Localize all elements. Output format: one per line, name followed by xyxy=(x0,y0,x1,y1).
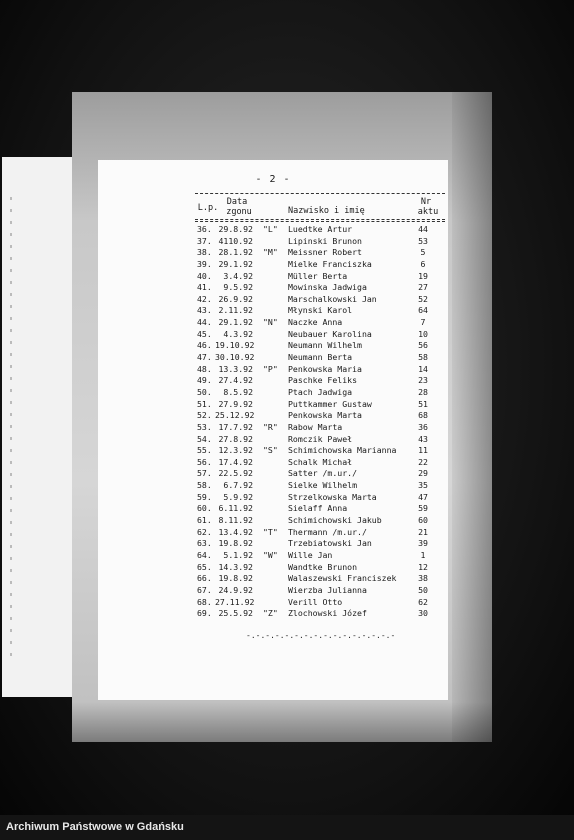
row-number: 47. xyxy=(197,352,212,363)
row-number: 44. xyxy=(197,317,212,328)
death-date: 19.8.92 xyxy=(218,573,253,584)
table-row xyxy=(195,259,447,271)
row-number: 42. xyxy=(197,293,212,304)
death-date: 12.3.92 xyxy=(218,445,253,456)
person-name: Mielke Franciszka xyxy=(288,258,372,269)
table-row xyxy=(195,480,447,492)
person-name: Wille Jan xyxy=(288,549,333,560)
table-row xyxy=(195,294,447,306)
record-number: 22 xyxy=(418,456,428,467)
row-number: 53. xyxy=(197,421,212,432)
page-number: - 2 - xyxy=(255,174,291,185)
table-row xyxy=(195,329,447,341)
person-name: Wierzba Julianna xyxy=(288,584,367,595)
person-name: Schimichowska Marianna xyxy=(288,445,397,456)
person-name: Penkowska Maria xyxy=(288,363,362,374)
person-name: Thermann /m.ur./ xyxy=(288,526,367,537)
record-number: 12 xyxy=(418,561,428,572)
table-row xyxy=(195,503,447,515)
row-number: 52. xyxy=(197,410,212,421)
row-number: 40. xyxy=(197,270,212,281)
header-bottom-rule xyxy=(195,219,445,220)
person-name: Penkowska Marta xyxy=(288,410,362,421)
row-number: 45. xyxy=(197,328,212,339)
death-date: 14.3.92 xyxy=(218,561,253,572)
person-name: Luedtke Artur xyxy=(288,224,353,234)
alphabet-letter: "L" xyxy=(263,224,278,234)
row-number: 61. xyxy=(197,515,212,526)
record-number: 10 xyxy=(418,328,428,339)
row-number: 56. xyxy=(197,456,212,467)
death-date: 4110.92 xyxy=(218,235,253,246)
person-name: Schalk Michał xyxy=(288,456,353,467)
person-name: Mowinska Jadwiga xyxy=(288,282,367,293)
death-date: 9.5.92 xyxy=(223,282,253,293)
person-name: Lipinski Brunon xyxy=(288,235,362,246)
table-row xyxy=(195,422,447,434)
death-date: 19.10.92 xyxy=(215,340,255,351)
row-number: 43. xyxy=(197,305,212,316)
row-number: 48. xyxy=(197,363,212,374)
table-row xyxy=(195,271,447,283)
person-name: Neumann Berta xyxy=(288,352,353,363)
person-name: Satter /m.ur./ xyxy=(288,468,358,479)
row-number: 49. xyxy=(197,375,212,386)
record-number: 51 xyxy=(418,398,428,409)
row-number: 39. xyxy=(197,258,212,269)
death-date: 5.1.92 xyxy=(223,549,253,560)
table-row xyxy=(195,364,447,376)
table-row xyxy=(195,573,447,585)
person-name: Zlochowski Józef xyxy=(288,608,367,619)
record-number: 64 xyxy=(418,305,428,316)
death-date: 25.12.92 xyxy=(215,410,255,421)
record-number: 19 xyxy=(418,270,428,281)
death-date: 27.9.92 xyxy=(218,398,253,409)
person-name: Verill Otto xyxy=(288,596,343,607)
death-date: 3.4.92 xyxy=(223,270,253,281)
person-name: Romczik Paweł xyxy=(288,433,353,444)
person-name: Müller Berta xyxy=(288,270,348,281)
person-name: Neumann Wilhelm xyxy=(288,340,362,351)
table-row xyxy=(195,550,447,562)
person-name: Marschalkowski Jan xyxy=(288,293,377,304)
person-name: Wandtke Brunon xyxy=(288,561,358,572)
row-number: 66. xyxy=(197,573,212,584)
person-name: Sielke Wilhelm xyxy=(288,480,358,491)
table-row xyxy=(195,597,447,609)
header-date-line1: Data xyxy=(226,197,248,207)
record-number: 1 xyxy=(420,549,426,560)
person-name: Naczke Anna xyxy=(288,317,343,328)
table-row xyxy=(195,434,447,446)
death-date: 24.9.92 xyxy=(218,584,253,595)
row-number: 36. xyxy=(197,224,212,234)
row-number: 68. xyxy=(197,596,212,607)
person-name: Schimichowski Jakub xyxy=(288,515,382,526)
record-number: 30 xyxy=(418,608,428,619)
row-number: 37. xyxy=(197,235,212,246)
death-date: 25.5.92 xyxy=(218,608,253,619)
record-number: 53 xyxy=(418,235,428,246)
death-date: 29.1.92 xyxy=(218,258,253,269)
person-name: Rabow Marta xyxy=(288,421,343,432)
archive-credit: Archiwum Państwowe w Gdańsku xyxy=(6,821,184,833)
record-number: 58 xyxy=(418,352,428,363)
record-number: 21 xyxy=(418,526,428,537)
table-row xyxy=(195,305,447,317)
table-row xyxy=(195,538,447,550)
death-date: 29.8.92 xyxy=(218,224,253,234)
death-date: 17.7.92 xyxy=(218,421,253,432)
row-number: 46. xyxy=(197,340,212,351)
death-date: 2.11.92 xyxy=(218,305,253,316)
death-date: 27.4.92 xyxy=(218,375,253,386)
death-date: 22.5.92 xyxy=(218,468,253,479)
death-date: 5.9.92 xyxy=(223,491,253,502)
death-date: 29.1.92 xyxy=(218,317,253,328)
person-name: Sielaff Anna xyxy=(288,503,348,514)
row-number: 54. xyxy=(197,433,212,444)
death-date: 6.7.92 xyxy=(223,480,253,491)
alphabet-letter: "Z" xyxy=(263,608,278,619)
record-number: 11 xyxy=(418,445,428,456)
record-number: 44 xyxy=(418,224,428,234)
table-row xyxy=(195,515,447,527)
record-number: 7 xyxy=(420,317,426,328)
death-date: 13.4.92 xyxy=(218,526,253,537)
end-marker: -.-.-.-.-.-.-.-.-.-.-.-.-.-.-.- xyxy=(246,631,396,640)
record-number: 28 xyxy=(418,386,428,397)
death-date: 30.10.92 xyxy=(215,352,255,363)
row-number: 51. xyxy=(197,398,212,409)
record-number: 47 xyxy=(418,491,428,502)
death-date: 17.4.92 xyxy=(218,456,253,467)
record-number: 27 xyxy=(418,282,428,293)
death-date: 27.8.92 xyxy=(218,433,253,444)
record-number: 14 xyxy=(418,363,428,374)
death-date: 8.11.92 xyxy=(218,515,253,526)
table-row xyxy=(195,247,447,259)
header-nr-line1: Nr xyxy=(420,197,432,207)
table-row xyxy=(195,236,447,248)
table-row xyxy=(195,352,447,364)
table-row xyxy=(195,282,447,294)
record-number: 62 xyxy=(418,596,428,607)
record-number: 23 xyxy=(418,375,428,386)
record-number: 56 xyxy=(418,340,428,351)
row-number: 62. xyxy=(197,526,212,537)
row-number: 38. xyxy=(197,247,212,258)
person-name: Puttkammer Gustaw xyxy=(288,398,372,409)
table-row xyxy=(195,457,447,469)
death-date: 28.1.92 xyxy=(218,247,253,258)
person-name: Meissner Robert xyxy=(288,247,362,258)
register-table xyxy=(195,224,447,620)
row-number: 65. xyxy=(197,561,212,572)
row-number: 60. xyxy=(197,503,212,514)
row-number: 69. xyxy=(197,608,212,619)
alphabet-letter: "M" xyxy=(263,247,278,258)
row-number: 55. xyxy=(197,445,212,456)
record-number: 52 xyxy=(418,293,428,304)
sheet-shadow-bottom xyxy=(72,702,492,742)
row-number: 57. xyxy=(197,468,212,479)
person-name: Neubauer Karolina xyxy=(288,328,372,339)
row-number: 64. xyxy=(197,549,212,560)
record-number: 38 xyxy=(418,573,428,584)
record-number: 43 xyxy=(418,433,428,444)
alphabet-letter: "R" xyxy=(263,421,278,432)
table-row xyxy=(195,608,447,620)
alphabet-letter: "P" xyxy=(263,363,278,374)
left-page-marks xyxy=(10,197,12,657)
person-name: Trzebiatowski Jan xyxy=(288,538,372,549)
death-date: 13.3.92 xyxy=(218,363,253,374)
record-number: 35 xyxy=(418,480,428,491)
record-number: 68 xyxy=(418,410,428,421)
footer-bar xyxy=(0,815,574,840)
table-row xyxy=(195,375,447,387)
person-name: Ptach Jadwiga xyxy=(288,386,353,397)
row-number: 59. xyxy=(197,491,212,502)
death-date: 19.8.92 xyxy=(218,538,253,549)
person-name: Paschke Feliks xyxy=(288,375,358,386)
header-top-rule xyxy=(195,193,445,194)
person-name: Młynski Karol xyxy=(288,305,353,316)
header-nr-line2: aktu xyxy=(417,207,439,217)
death-date: 26.9.92 xyxy=(218,293,253,304)
table-row xyxy=(195,224,447,236)
table-row xyxy=(195,317,447,329)
header-bottom-rule-2 xyxy=(195,221,445,222)
row-number: 50. xyxy=(197,386,212,397)
header-name: Nazwisko i imię xyxy=(288,206,365,216)
person-name: Strzelkowska Marta xyxy=(288,491,377,502)
record-number: 36 xyxy=(418,421,428,432)
table-row xyxy=(195,492,447,504)
alphabet-letter: "S" xyxy=(263,445,278,456)
record-number: 29 xyxy=(418,468,428,479)
row-number: 63. xyxy=(197,538,212,549)
table-row xyxy=(195,387,447,399)
alphabet-letter: "T" xyxy=(263,526,278,537)
death-date: 4.3.92 xyxy=(223,328,253,339)
record-number: 6 xyxy=(420,258,426,269)
table-row xyxy=(195,340,447,352)
alphabet-letter: "N" xyxy=(263,317,278,328)
row-number: 67. xyxy=(197,584,212,595)
death-date: 8.5.92 xyxy=(223,386,253,397)
death-date: 27.11.92 xyxy=(215,596,255,607)
sheet-shadow-right xyxy=(452,92,492,742)
table-row xyxy=(195,527,447,539)
header-lp: L.p. xyxy=(197,203,219,213)
table-row xyxy=(195,562,447,574)
table-row xyxy=(195,585,447,597)
record-number: 39 xyxy=(418,538,428,549)
person-name: Walaszewski Franciszek xyxy=(288,573,397,584)
row-number: 58. xyxy=(197,480,212,491)
record-number: 60 xyxy=(418,515,428,526)
table-row xyxy=(195,399,447,411)
record-number: 59 xyxy=(418,503,428,514)
death-date: 6.11.92 xyxy=(218,503,253,514)
alphabet-letter: "W" xyxy=(263,549,278,560)
record-number: 5 xyxy=(420,247,426,258)
record-number: 50 xyxy=(418,584,428,595)
header-date-line2: zgonu xyxy=(226,207,252,217)
table-row xyxy=(195,410,447,422)
register-page xyxy=(98,160,448,700)
table-row xyxy=(195,468,447,480)
row-number: 41. xyxy=(197,282,212,293)
table-row xyxy=(195,445,447,457)
